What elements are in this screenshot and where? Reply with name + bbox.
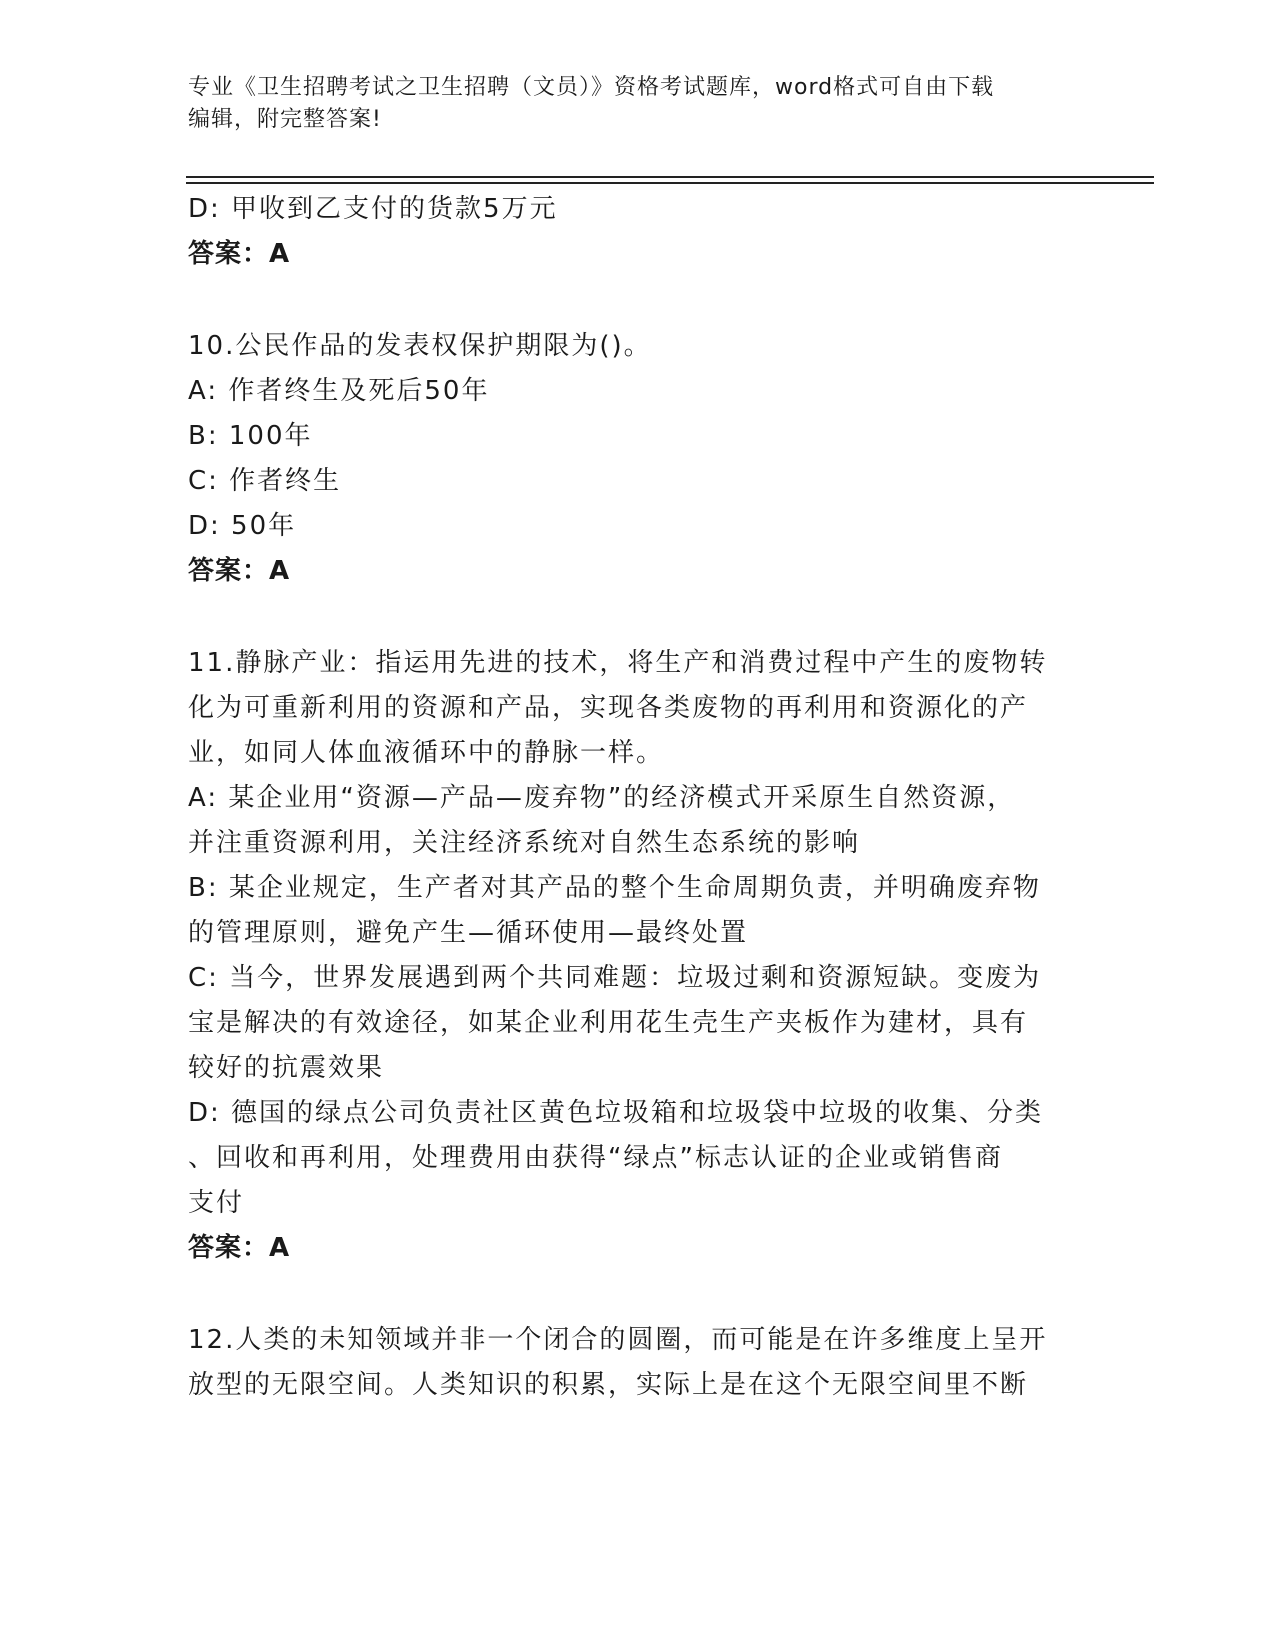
header-divider-top <box>186 176 1154 178</box>
question-12 <box>188 1318 1068 1408</box>
question-stem-line: 化为可重新利用的资源和产品，实现各类废物的再利用和资源化的产 <box>188 693 1029 723</box>
question-11 <box>188 641 1068 1271</box>
document-header <box>188 72 1068 136</box>
question-stem: 10.公民作品的发表权保护期限为()。 <box>188 331 652 361</box>
question-stem-line: 放型的无限空间。人类知识的积累，实际上是在这个无限空间里不断 <box>188 1370 1029 1400</box>
question-stem-line: 12.人类的未知领域并非一个闭合的圆圈，而可能是在许多维度上呈开 <box>188 1325 1048 1355</box>
question-9-tail <box>188 187 1068 277</box>
header-line-2: 编辑，附完整答案! <box>188 107 382 132</box>
option-c: C: 作者终生 <box>188 466 342 496</box>
answer: 答案：A <box>188 1233 291 1263</box>
option-d-line: D: 德国的绿点公司负责社区黄色垃圾箱和垃圾袋中垃圾的收集、分类 <box>188 1098 1044 1128</box>
header-divider-bottom <box>186 182 1154 184</box>
option-b-line: B: 某企业规定，生产者对其产品的整个生命周期负责，并明确废弃物 <box>188 873 1041 903</box>
option-d-line: 、回收和再利用，处理费用由获得“绿点”标志认证的企业或销售商 <box>188 1143 1003 1173</box>
question-10 <box>188 324 1068 594</box>
option-b: B: 100年 <box>188 421 313 451</box>
answer: 答案：A <box>188 239 291 269</box>
option-b-line: 的管理原则，避免产生—循环使用—最终处置 <box>188 918 749 948</box>
question-stem-line: 11.静脉产业：指运用先进的技术，将生产和消费过程中产生的废物转 <box>188 648 1048 678</box>
header-line-1: 专业《卫生招聘考试之卫生招聘（文员）》资格考试题库，word格式可自由下载 <box>188 75 995 100</box>
question-stem-line: 业，如同人体血液循环中的静脉一样。 <box>188 738 665 768</box>
option-d-line: 支付 <box>188 1188 245 1218</box>
option-a: A: 作者终生及死后50年 <box>188 376 490 406</box>
option-a-line: A: 某企业用“资源—产品—废弃物”的经济模式开采原生自然资源， <box>188 783 1016 813</box>
option-d: D: 甲收到乙支付的货款5万元 <box>188 194 558 224</box>
option-a-line: 并注重资源利用，关注经济系统对自然生态系统的影响 <box>188 828 861 858</box>
answer: 答案：A <box>188 556 291 586</box>
option-d: D: 50年 <box>188 511 297 541</box>
option-c-line: 宝是解决的有效途径，如某企业利用花生壳生产夹板作为建材，具有 <box>188 1008 1029 1038</box>
option-c-line: C: 当今，世界发展遇到两个共同难题：垃圾过剩和资源短缺。变废为 <box>188 963 1042 993</box>
question-list <box>188 187 1068 1408</box>
option-c-line: 较好的抗震效果 <box>188 1053 385 1083</box>
